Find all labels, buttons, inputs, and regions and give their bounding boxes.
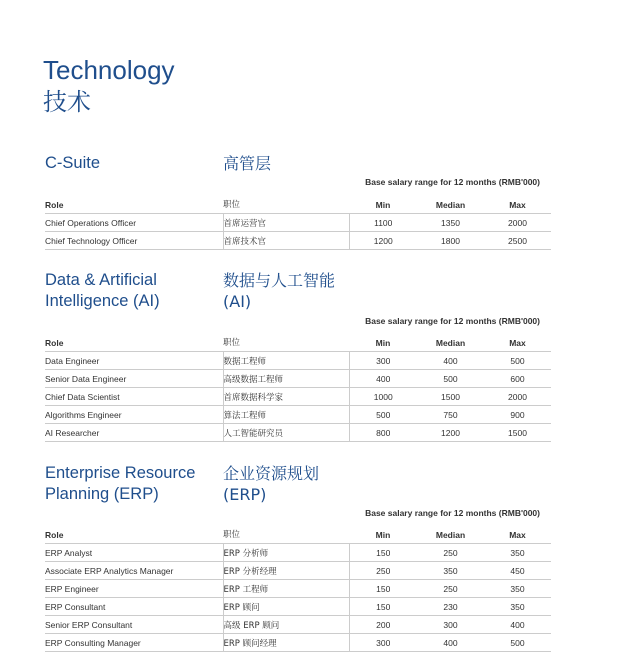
- table-row: [45, 388, 551, 406]
- section-title-chinese: 数据与人工智能 (AI): [223, 271, 336, 311]
- section-title: Data & Artificial Intelligence (AI): [45, 271, 160, 310]
- min-salary-cell: 250: [349, 562, 417, 580]
- role-chinese-cell: 人工智能研究员: [223, 424, 349, 442]
- role-chinese-cell: 算法工程师: [223, 406, 349, 424]
- column-header-min: Min: [349, 523, 417, 544]
- max-salary-cell: 350: [484, 544, 551, 562]
- role-cell: ERP Consulting Manager: [45, 634, 223, 652]
- column-header-role-chinese: 职位: [223, 331, 349, 352]
- salary-range-header: Base salary range for 12 months (RMB'000): [365, 508, 540, 518]
- median-salary-cell: 1800: [417, 232, 484, 250]
- column-header-median: Median: [417, 193, 484, 214]
- role-cell: Associate ERP Analytics Manager: [45, 562, 223, 580]
- min-salary-cell: 1000: [349, 388, 417, 406]
- salary-table: [45, 193, 551, 250]
- role-cell: Chief Data Scientist: [45, 388, 223, 406]
- column-header-max: Max: [484, 193, 551, 214]
- median-salary-cell: 1500: [417, 388, 484, 406]
- section-title: Enterprise Resource Planning (ERP): [45, 464, 196, 503]
- role-cell: Data Engineer: [45, 352, 223, 370]
- min-salary-cell: 1100: [349, 214, 417, 232]
- max-salary-cell: 450: [484, 562, 551, 580]
- role-chinese-cell: 首席数据科学家: [223, 388, 349, 406]
- table-row: [45, 580, 551, 598]
- role-cell: Chief Technology Officer: [45, 232, 223, 250]
- table-row: [45, 544, 551, 562]
- median-salary-cell: 400: [417, 634, 484, 652]
- table-row: [45, 352, 551, 370]
- role-cell: Chief Operations Officer: [45, 214, 223, 232]
- max-salary-cell: 2000: [484, 214, 551, 232]
- column-header-role-chinese: 职位: [223, 193, 349, 214]
- median-salary-cell: 1200: [417, 424, 484, 442]
- section-title: C-Suite: [45, 154, 101, 172]
- role-cell: AI Researcher: [45, 424, 223, 442]
- median-salary-cell: 500: [417, 370, 484, 388]
- min-salary-cell: 150: [349, 598, 417, 616]
- max-salary-cell: 1500: [484, 424, 551, 442]
- max-salary-cell: 2000: [484, 388, 551, 406]
- role-cell: Senior ERP Consultant: [45, 616, 223, 634]
- median-salary-cell: 300: [417, 616, 484, 634]
- max-salary-cell: 600: [484, 370, 551, 388]
- max-salary-cell: 900: [484, 406, 551, 424]
- table-row: [45, 634, 551, 652]
- role-chinese-cell: ERP 顾问: [223, 598, 349, 616]
- column-header-role-chinese: 职位: [223, 523, 349, 544]
- role-chinese-cell: ERP 顾问经理: [223, 634, 349, 652]
- role-cell: ERP Engineer: [45, 580, 223, 598]
- section-title-chinese: 企业资源规划 (ERP): [223, 464, 320, 504]
- median-salary-cell: 230: [417, 598, 484, 616]
- column-header-role: Role: [45, 193, 223, 214]
- salary-table: [45, 523, 551, 652]
- median-salary-cell: 750: [417, 406, 484, 424]
- table-row: [45, 562, 551, 580]
- role-chinese-cell: 首席技术官: [223, 232, 349, 250]
- column-header-median: Median: [417, 523, 484, 544]
- column-header-role: Role: [45, 523, 223, 544]
- role-cell: Senior Data Engineer: [45, 370, 223, 388]
- table-row: [45, 424, 551, 442]
- role-chinese-cell: 高级数据工程师: [223, 370, 349, 388]
- median-salary-cell: 1350: [417, 214, 484, 232]
- max-salary-cell: 400: [484, 616, 551, 634]
- min-salary-cell: 300: [349, 634, 417, 652]
- min-salary-cell: 150: [349, 580, 417, 598]
- column-header-min: Min: [349, 331, 417, 352]
- page-title-chinese: 技术: [43, 88, 91, 116]
- median-salary-cell: 400: [417, 352, 484, 370]
- salary-table: [45, 331, 551, 442]
- max-salary-cell: 500: [484, 634, 551, 652]
- column-header-median: Median: [417, 331, 484, 352]
- role-chinese-cell: ERP 分析师: [223, 544, 349, 562]
- min-salary-cell: 400: [349, 370, 417, 388]
- median-salary-cell: 250: [417, 544, 484, 562]
- role-chinese-cell: ERP 工程师: [223, 580, 349, 598]
- median-salary-cell: 350: [417, 562, 484, 580]
- role-cell: Algorithms Engineer: [45, 406, 223, 424]
- table-row: [45, 616, 551, 634]
- column-header-role: Role: [45, 331, 223, 352]
- max-salary-cell: 500: [484, 352, 551, 370]
- section-title-chinese: 高管层: [223, 154, 272, 173]
- min-salary-cell: 200: [349, 616, 417, 634]
- max-salary-cell: 2500: [484, 232, 551, 250]
- median-salary-cell: 250: [417, 580, 484, 598]
- table-row: [45, 406, 551, 424]
- role-chinese-cell: 数据工程师: [223, 352, 349, 370]
- table-row: [45, 370, 551, 388]
- column-header-min: Min: [349, 193, 417, 214]
- min-salary-cell: 300: [349, 352, 417, 370]
- table-row: [45, 598, 551, 616]
- role-chinese-cell: ERP 分析经理: [223, 562, 349, 580]
- table-row: [45, 214, 551, 232]
- role-cell: ERP Analyst: [45, 544, 223, 562]
- max-salary-cell: 350: [484, 598, 551, 616]
- salary-range-header: Base salary range for 12 months (RMB'000): [365, 177, 540, 187]
- page-title: Technology: [43, 55, 175, 85]
- min-salary-cell: 1200: [349, 232, 417, 250]
- min-salary-cell: 500: [349, 406, 417, 424]
- role-cell: ERP Consultant: [45, 598, 223, 616]
- table-row: [45, 232, 551, 250]
- role-chinese-cell: 首席运营官: [223, 214, 349, 232]
- max-salary-cell: 350: [484, 580, 551, 598]
- column-header-max: Max: [484, 331, 551, 352]
- salary-range-header: Base salary range for 12 months (RMB'000): [365, 316, 540, 326]
- min-salary-cell: 150: [349, 544, 417, 562]
- role-chinese-cell: 高级 ERP 顾问: [223, 616, 349, 634]
- column-header-max: Max: [484, 523, 551, 544]
- min-salary-cell: 800: [349, 424, 417, 442]
